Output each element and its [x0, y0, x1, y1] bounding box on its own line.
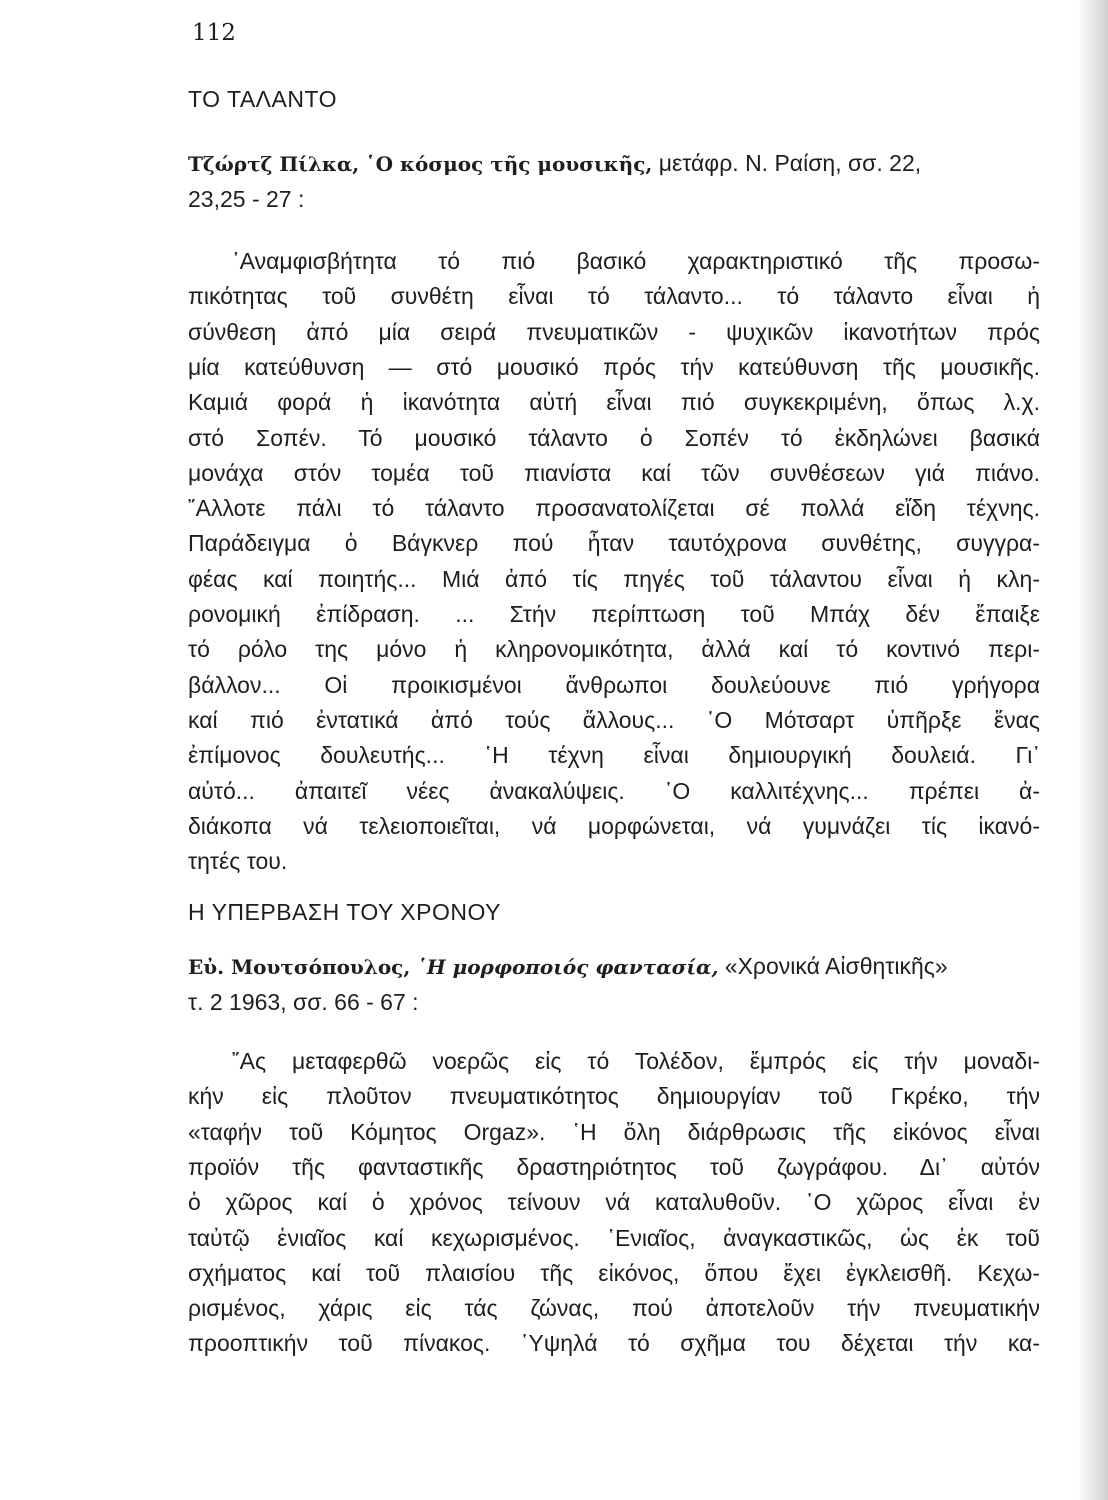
- text-line: καί πιό ἐντατικά ἀπό τούς ἄλλους... ῾Ο Μότσαρτ ὑπῆρξε ἕνας: [188, 706, 1040, 733]
- page-number: 112: [192, 20, 236, 46]
- text-line: Καμιά φορά ἡ ἱκανότητα αὐτή εἶναι πιό συγκεκριμένη, ὅπως λ.χ.: [188, 389, 1040, 416]
- citation-pages: τ. 2 1963, σσ. 66 - 67 :: [188, 989, 419, 1015]
- text-line: ῎Αλλοτε πάλι τό τάλαντο προσανατολίζεται σέ πολλά εἴδη τέχνης.: [188, 495, 1040, 522]
- citation-title: ῾Ο κόσμος τῆς μουσικῆς,: [365, 152, 653, 176]
- text-line: προοπτικήν τοῦ πίνακος. ῾Υψηλά τό σχῆμα του δέχεται τήν κα-: [188, 1330, 1040, 1357]
- text-line: ἐπίμονος δουλευτής... ῾Η τέχνη εἶναι δημιουργική δουλειά. Γι᾿: [188, 742, 1040, 769]
- text-line: μία κατεύθυνση — στό μουσικό πρός τήν κατεύθυνση τῆς μουσικῆς.: [188, 353, 1040, 380]
- text-line: διάκοπα νά τελειοποιεῖται, νά μορφώνεται, νά γυμνάζει τίς ἱκανό-: [188, 812, 1040, 839]
- text-line: ρισμένος, χάρις εἰς τάς ζώνας, πού ἀποτελοῦν τήν πνευματικήν: [188, 1295, 1040, 1322]
- text-line: βάλλον... Οἱ προικισμένοι ἄνθρωποι δουλεύουνε πιό γρήγορα: [188, 671, 1040, 698]
- citation-author: Τζώρτζ Πίλκα,: [188, 152, 360, 176]
- text-line: ᾿Αναμφισβήτητα τό πιό βασικό χαρακτηριστικό τῆς προσω-: [232, 248, 1040, 274]
- text-line: στό Σοπέν. Τό μουσικό τάλαντο ὁ Σοπέν τό ἐκδηλώνει βασικά: [188, 424, 1040, 451]
- citation-details: «Χρονικά Αἰσθητικῆς»: [718, 953, 948, 979]
- section-heading: ΤΟ ΤΑΛΑΝΤΟ: [188, 86, 338, 112]
- text-line: φέας καί ποιητής... Μιά ἀπό τίς πηγές τοῦ τάλαντου εἶναι ἡ κλη-: [188, 565, 1040, 592]
- text-line: ῎Ας μεταφερθῶ νοερῶς εἰς τό Τολέδον, ἔμπρός εἰς τήν μοναδι-: [232, 1048, 1040, 1074]
- text-line: «ταφήν τοῦ Κόμητος Orgaz». ῾Η ὅλη διάρθρωσις τῆς εἰκόνος εἶναι: [188, 1118, 1040, 1145]
- citation-details: μετάφρ. Ν. Ραίση, σσ. 22,: [652, 150, 922, 176]
- text-line: πικότητας τοῦ συνθέτη εἶναι τό τάλαντο... τό τάλαντο εἶναι ἡ: [188, 283, 1040, 310]
- text-line: αὐτό... ἀπαιτεῖ νέες ἀνακαλύψεις. ῾Ο καλλιτέχνης... πρέπει ἀ-: [188, 777, 1040, 804]
- citation-author: Εὐ. Μουτσόπουλος,: [188, 955, 411, 979]
- text-line: ρονομική ἐπίδραση. ... Στήν περίπτωση τοῦ Μπάχ δέν ἔπαιξε: [188, 601, 1040, 627]
- text-line: σύνθεση ἀπό μία σειρά πνευματικῶν - ψυχικῶν ἱκανοτήτων πρός: [188, 318, 1040, 345]
- text-line: τό ρόλο της μόνο ἡ κληρονομικότητα, ἀλλά καί τό κοντινό περι-: [188, 636, 1040, 663]
- citation-pages: 23,25 - 27 :: [188, 186, 305, 212]
- text-line: σχήματος καί τοῦ πλαισίου τῆς εἰκόνος, ὅπου ἔχει ἐγκλεισθῆ. Κεχω-: [188, 1259, 1040, 1286]
- text-line: τητές του.: [188, 848, 288, 875]
- text-line: προϊόν τῆς φανταστικῆς δραστηριότητος τοῦ ζωγράφου. Δι᾿ αὐτόν: [188, 1153, 1040, 1180]
- text-line: μονάχα στόν τομέα τοῦ πιανίστα καί τῶν συνθέσεων γιά πιάνο.: [188, 459, 1040, 486]
- text-line: Παράδειγμα ὁ Βάγκνερ πού ἦταν ταυτόχρονα συνθέτης, συγγρα-: [188, 530, 1040, 557]
- citation: [188, 953, 1040, 980]
- text-line: κήν εἰς πλοῦτον πνευματικότητος δημιουργίαν τοῦ Γκρέκο, τήν: [188, 1083, 1040, 1110]
- citation: [188, 150, 1040, 177]
- text-line: ταὐτῷ ἑνιαῖος καί κεχωρισμένος. ῾Ενιαῖος, ἀναγκαστικῶς, ὡς ἐκ τοῦ: [188, 1224, 1040, 1251]
- section-heading: Η ΥΠΕΡΒΑΣΗ ΤΟΥ ΧΡΟΝΟΥ: [188, 899, 501, 925]
- text-line: ὁ χῶρος καί ὁ χρόνος τείνουν νά καταλυθοῦν. ῾Ο χῶρος εἶναι ἐν: [188, 1189, 1040, 1216]
- citation-title: ῾Η μορφοποιός φαντασία,: [416, 955, 719, 979]
